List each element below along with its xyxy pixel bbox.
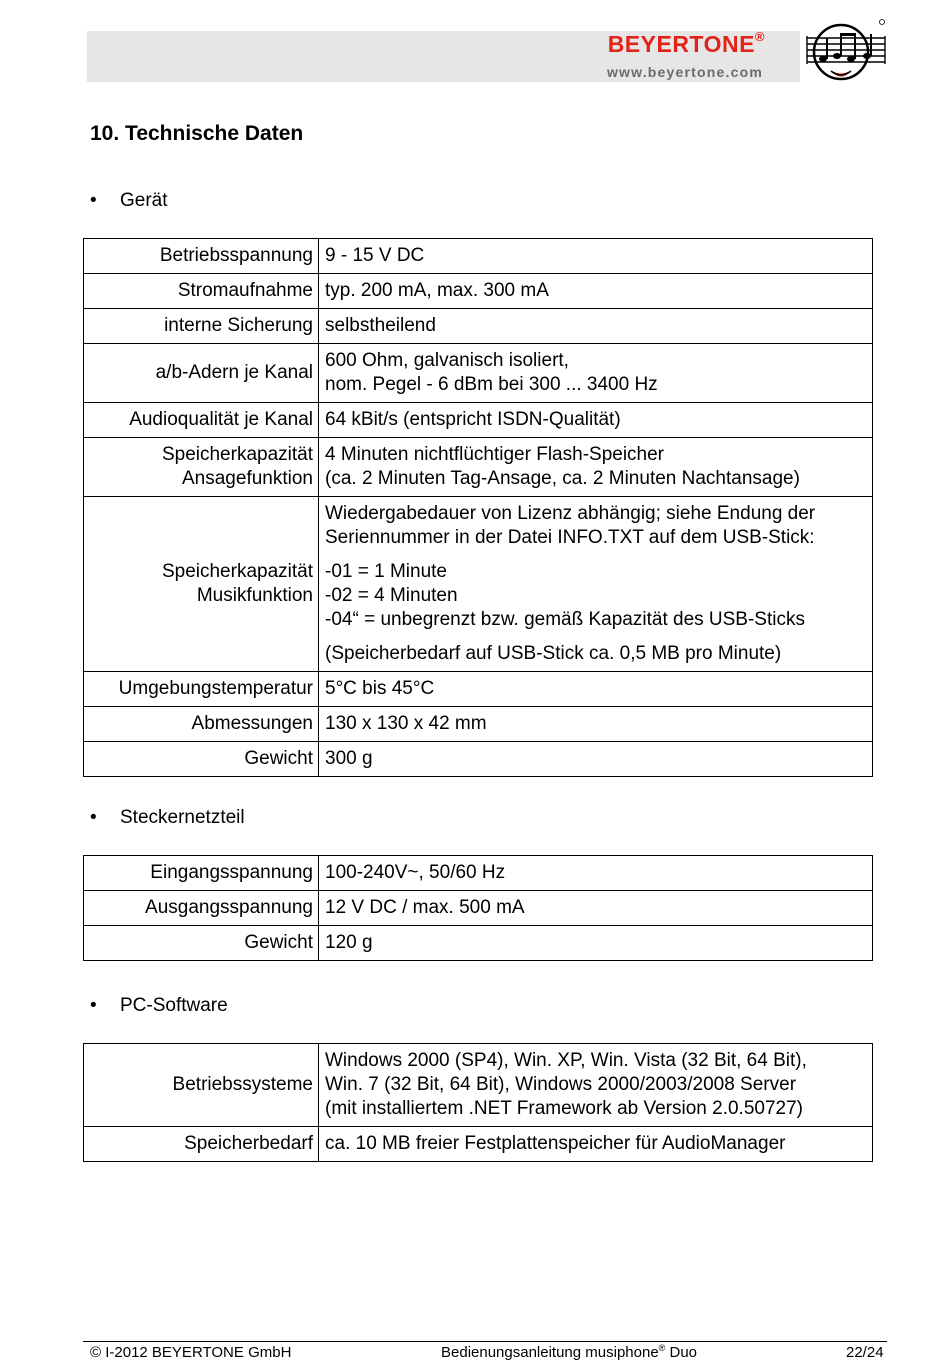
spec-value-line: 300 g <box>325 748 373 769</box>
spec-label-line: Gewicht <box>244 932 313 953</box>
spec-value <box>319 1044 873 1127</box>
spec-label-line: Abmessungen <box>191 713 313 734</box>
spec-value <box>319 403 873 438</box>
bullet-dot: • <box>90 995 97 1016</box>
spec-value <box>319 274 873 309</box>
section-number: 10. <box>90 122 120 145</box>
bullet-dot: • <box>90 190 97 211</box>
table-row <box>84 1127 873 1162</box>
spec-value-line: 64 kBit/s (entspricht ISDN-Qualität) <box>325 409 621 430</box>
spec-label-line: Betriebsspannung <box>159 245 313 266</box>
spec-value-line: 130 x 130 x 42 mm <box>325 713 487 734</box>
spec-label-line: Speicherkapazität <box>161 444 313 465</box>
table-geraet <box>83 238 873 777</box>
section-title <box>90 122 303 146</box>
table-row <box>84 891 873 926</box>
spec-value-line: Seriennummer in der Datei INFO.TXT auf dem USB-Stick: <box>325 527 815 548</box>
section-title-text: Technische Daten <box>125 122 304 145</box>
header-bar <box>87 31 800 82</box>
spec-label <box>84 344 319 403</box>
spec-value <box>319 856 873 891</box>
spec-value-line: -02 = 4 Minuten <box>325 585 458 606</box>
spec-label-line: interne Sicherung <box>164 315 313 336</box>
spec-label-line: Ansagefunktion <box>182 468 313 489</box>
table-row <box>84 239 873 274</box>
table-row <box>84 497 873 672</box>
spec-value <box>319 438 873 497</box>
spec-label <box>84 309 319 344</box>
spec-label-line: Betriebssysteme <box>172 1074 313 1095</box>
spec-label <box>84 707 319 742</box>
spec-label-line: Ausgangsspannung <box>145 897 313 918</box>
table-software <box>83 1043 873 1162</box>
bullet-label: Gerät <box>120 190 168 211</box>
table-row <box>84 742 873 777</box>
footer-copyright: © I-2012 BEYERTONE GmbH <box>90 1344 292 1361</box>
spec-value-line: 100-240V~, 50/60 Hz <box>325 862 506 883</box>
spec-label <box>84 497 319 672</box>
spec-value-line: 12 V DC / max. 500 mA <box>325 897 525 918</box>
spec-value-line: ca. 10 MB freier Festplattenspeicher für AudioManager <box>325 1133 786 1154</box>
spec-label-line: Eingangsspannung <box>150 862 313 883</box>
spec-value-line: Wiedergabedauer von Lizenz abhängig; siehe Endung der <box>325 503 816 524</box>
spec-value-line: (Speicherbedarf auf USB-Stick ca. 0,5 MB pro Minute) <box>325 643 782 664</box>
spec-value <box>319 742 873 777</box>
spec-value-line: -04“ = unbegrenzt bzw. gemäß Kapazität des USB-Sticks <box>325 609 805 630</box>
spec-paragraph <box>325 642 867 666</box>
spec-value-line: (ca. 2 Minuten Tag-Ansage, ca. 2 Minuten Nachtansage) <box>325 468 800 489</box>
spec-label <box>84 856 319 891</box>
spec-value-line: 9 - 15 V DC <box>325 245 425 266</box>
spec-value-line: 5°C bis 45°C <box>325 678 435 699</box>
spec-label-line: Musikfunktion <box>196 585 313 606</box>
spec-label-line: Umgebungstemperatur <box>118 678 313 699</box>
spec-label <box>84 891 319 926</box>
brand-registered-mark: ® <box>754 29 765 44</box>
spec-label <box>84 403 319 438</box>
spec-value-line: 4 Minuten nichtflüchtiger Flash-Speicher <box>325 444 665 465</box>
bullet-software <box>90 995 228 1017</box>
brand-name <box>608 31 765 58</box>
spec-value <box>319 1127 873 1162</box>
spec-label <box>84 926 319 961</box>
spec-value-line: typ. 200 mA, max. 300 mA <box>325 280 549 301</box>
spec-label-line: Speicherkapazität <box>161 561 313 582</box>
table-row <box>84 856 873 891</box>
music-notes-face-icon <box>803 16 887 82</box>
bullet-geraet <box>90 190 168 212</box>
spec-value <box>319 707 873 742</box>
footer-page-number: 22/24 <box>846 1344 884 1361</box>
bullet-dot: • <box>90 807 97 828</box>
spec-value <box>319 344 873 403</box>
footer-divider <box>83 1341 887 1342</box>
spec-value <box>319 497 873 672</box>
table-row <box>84 344 873 403</box>
spec-value <box>319 239 873 274</box>
spec-value-line: nom. Pegel - 6 dBm bei 300 ... 3400 Hz <box>325 374 658 395</box>
spec-label <box>84 438 319 497</box>
bullet-label: Steckernetzteil <box>120 807 245 828</box>
spec-value-line: 600 Ohm, galvanisch isoliert, <box>325 350 569 371</box>
spec-label-line: Stromaufnahme <box>177 280 313 301</box>
table-row <box>84 672 873 707</box>
brand-text: BEYERTONE <box>607 31 755 57</box>
spec-value <box>319 926 873 961</box>
table-row <box>84 274 873 309</box>
spec-label <box>84 1127 319 1162</box>
footer-manual-text: Bedienungsanleitung musiphone <box>441 1344 659 1361</box>
spec-label-line: Speicherbedarf <box>184 1133 313 1154</box>
spec-label-line: a/b-Adern je Kanal <box>155 362 313 383</box>
table-row <box>84 926 873 961</box>
footer-manual-suffix: Duo <box>665 1344 697 1361</box>
spec-value <box>319 891 873 926</box>
spec-label-line: Gewicht <box>244 748 313 769</box>
spec-label <box>84 239 319 274</box>
spec-value-line: Win. 7 (32 Bit, 64 Bit), Windows 2000/2003/2008 Server <box>325 1074 797 1095</box>
spec-value <box>319 672 873 707</box>
table-row <box>84 309 873 344</box>
bullet-netzteil <box>90 807 245 829</box>
spec-value-line: -01 = 1 Minute <box>325 561 447 582</box>
spec-label <box>84 742 319 777</box>
spec-value-line: (mit installiertem .NET Framework ab Version 2.0.50727) <box>325 1098 803 1119</box>
spec-label <box>84 1044 319 1127</box>
table-row <box>84 707 873 742</box>
table-row <box>84 438 873 497</box>
spec-paragraph <box>325 502 867 550</box>
spec-label <box>84 274 319 309</box>
table-netzteil <box>83 855 873 961</box>
spec-value-line: selbstheilend <box>325 315 436 336</box>
spec-value <box>319 309 873 344</box>
table-row <box>84 1044 873 1127</box>
footer-manual-title <box>441 1344 697 1361</box>
spec-label-line: Audioqualität je Kanal <box>129 409 313 430</box>
website-url[interactable]: www.beyertone.com <box>606 64 763 80</box>
spec-label <box>84 672 319 707</box>
spec-value-line: Windows 2000 (SP4), Win. XP, Win. Vista (32 Bit, 64 Bit), <box>325 1050 807 1071</box>
table-row <box>84 403 873 438</box>
footer-registered-mark: ® <box>658 1343 666 1353</box>
spec-value-line: 120 g <box>325 932 373 953</box>
bullet-label: PC-Software <box>120 995 228 1016</box>
spec-paragraph <box>325 560 867 632</box>
